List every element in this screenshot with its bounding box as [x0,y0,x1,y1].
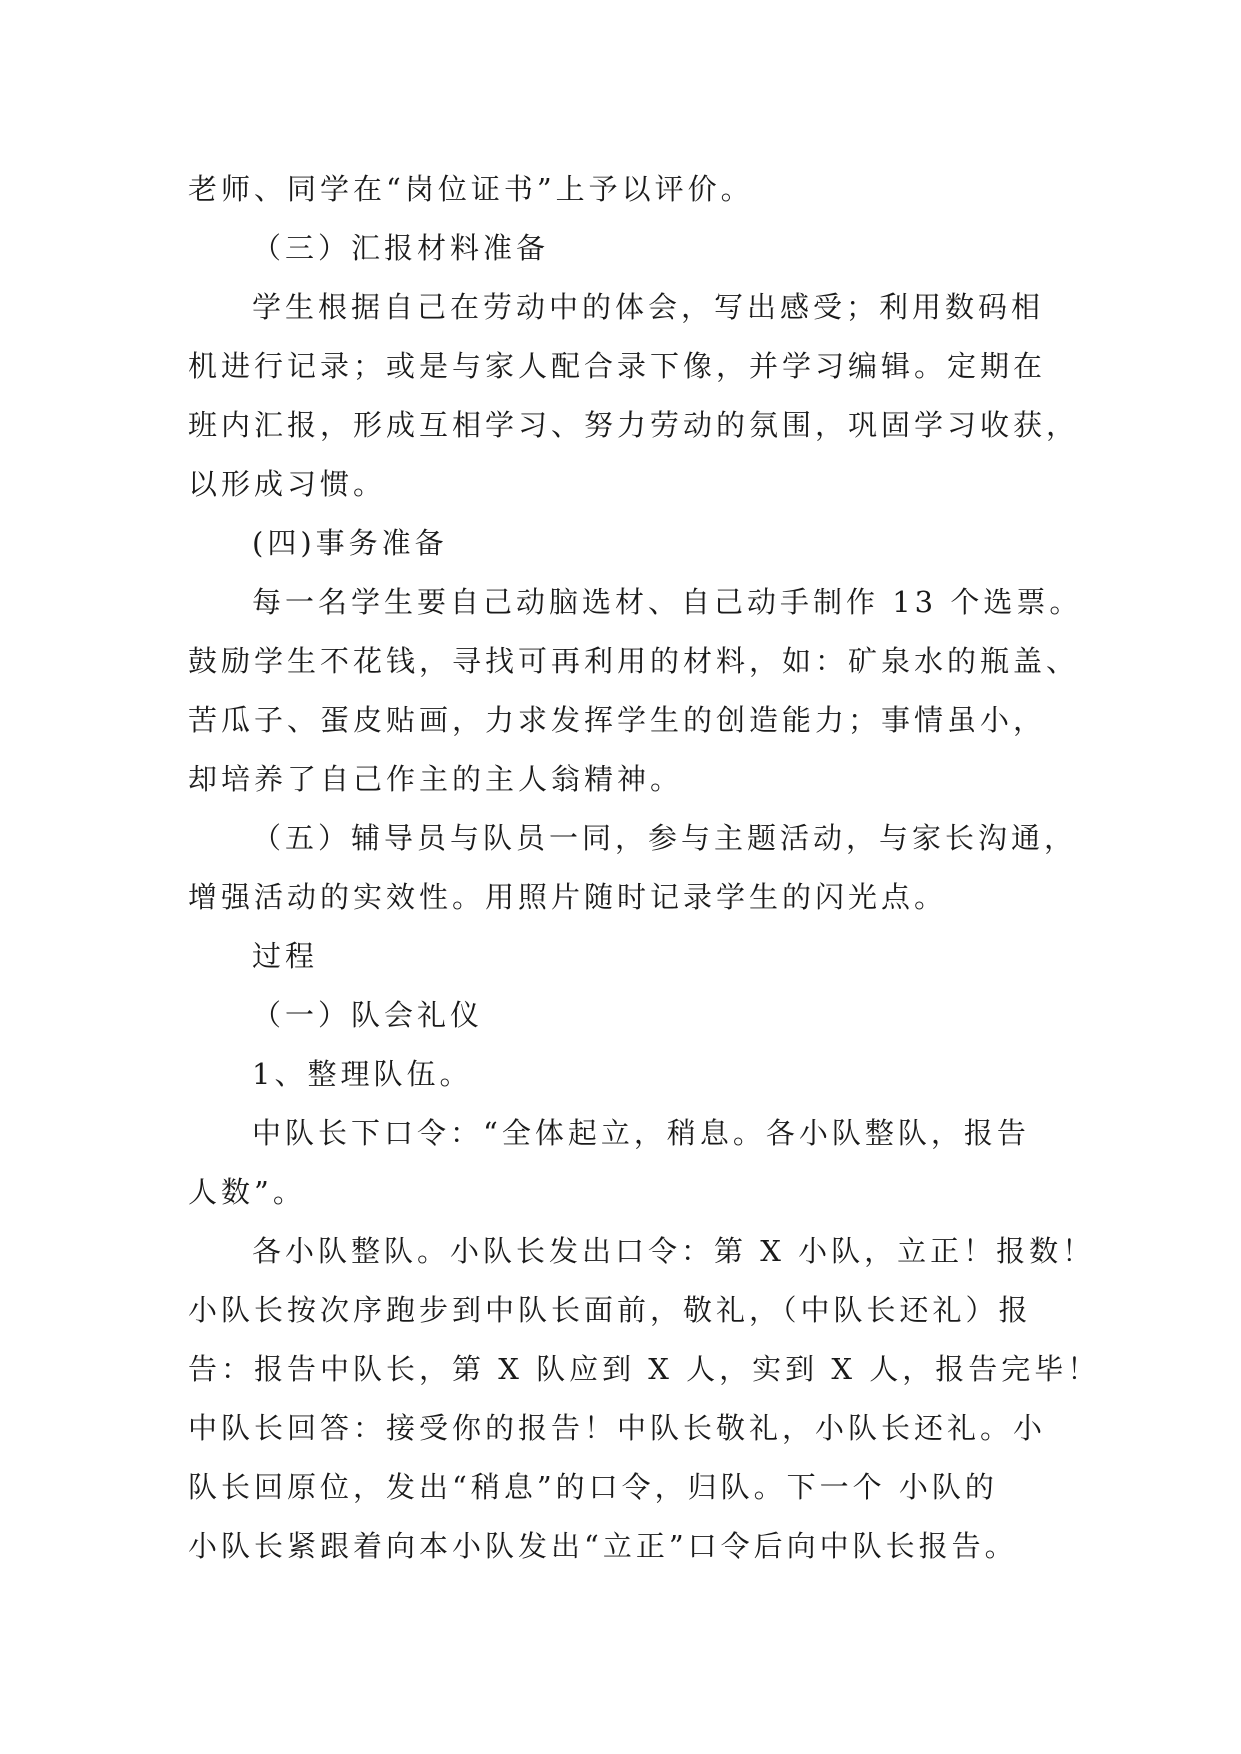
body-line: 增强活动的实效性。用照片随时记录学生的闪光点。 [188,880,948,914]
section-heading: 过程 [252,939,319,973]
body-line: 小队长按次序跑步到中队长面前，敬礼，（中队长还礼）报 [188,1293,1032,1327]
body-line: 老师、同学在“岗位证书”上予以评价。 [188,172,754,206]
body-line: 人数”。 [188,1175,306,1209]
section-heading: 1、整理队伍。 [252,1057,473,1091]
body-line: 以形成习惯。 [188,467,387,501]
body-line: 苦瓜子、蛋皮贴画，力求发挥学生的创造能力；事情虽小， [188,703,1047,737]
body-line: 却培养了自己作主的主人翁精神。 [188,762,684,796]
body-line: 小队长紧跟着向本小队发出“立正”口令后向中队长报告。 [188,1529,1018,1563]
body-line: 班内汇报，形成互相学习、努力劳动的氛围，巩固学习收获， [188,408,1080,442]
body-line: 各小队整队。小队长发出口令：第 X 小队，立正！报数！ [252,1234,1096,1268]
section-heading: （一）队会礼仪 [252,998,484,1032]
body-line: 学生根据自己在劳动中的体会，写出感受；利用数码相 [252,290,1045,324]
section-heading: （五）辅导员与队员一同，参与主题活动，与家长沟通， [252,821,1078,855]
document-body [188,160,1101,1576]
body-line: 中队长下口令：“全体起立，稍息。各小队整队，报告 [252,1116,1030,1150]
body-line: 队长回原位，发出“稍息”的口令，归队。下一个 小队的 [188,1470,998,1504]
section-heading: （三）汇报材料准备 [252,231,550,265]
body-line: 鼓励学生不花钱，寻找可再利用的材料，如：矿泉水的瓶盖、 [188,644,1080,678]
body-line: 机进行记录；或是与家人配合录下像，并学习编辑。定期在 [188,349,1047,383]
section-heading: (四)事务准备 [252,526,448,560]
body-line: 中队长回答：接受你的报告！中队长敬礼，小队长还礼。小 [188,1411,1047,1445]
body-line: 告：报告中队长，第 X 队应到 X 人，实到 X 人，报告完毕！ [188,1352,1101,1386]
body-line: 每一名学生要自己动脑选材、自己动手制作 13 个选票。 [252,585,1083,619]
